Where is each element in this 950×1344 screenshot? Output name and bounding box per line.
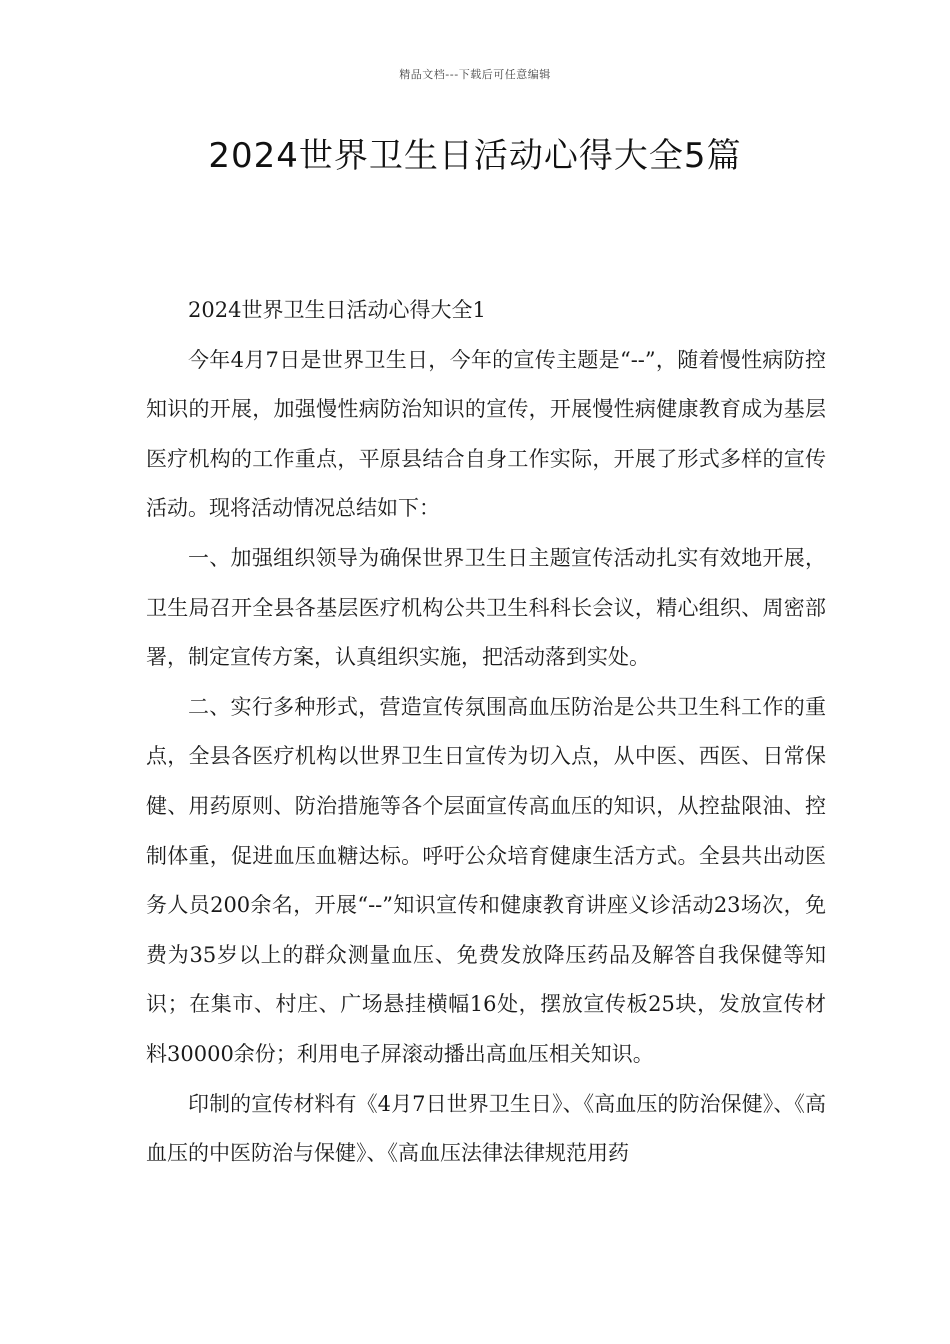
document-body xyxy=(146,286,826,1179)
section-heading: 2024世界卫生日活动心得大全1 xyxy=(188,298,486,322)
paragraph-activities: 二、实行多种形式，营造宣传氛围高血压防治是公共卫生科工作的重点，全县各医疗机构以世界卫生日宣传为切入点，从中医、西医、日常保健、用药原则、防治措施等各个层面宣传高血压的知识，从控盐限油、控制体重，促进血压血糖达标。呼吁公众培育健康生活方式。全县共出动医务人员200余名，开展“--”知识宣传和健康教育讲座义诊活动23场次，免费为35岁以上的群众测量血压、免费发放降压药品及解答自我保健等知识；在集市、村庄、广场悬挂横幅16处，摆放宣传板25块，发放宣传材料30000余份；利用电子屏滚动播出高血压相关知识。 xyxy=(146,694,826,1066)
paragraph-intro: 今年4月7日是世界卫生日，今年的宣传主题是“--”，随着慢性病防控知识的开展，加强慢性病防治知识的宣传，开展慢性病健康教育成为基层医疗机构的工作重点，平原县结合自身工作实际，开展了形式多样的宣传活动。现将活动情况总结如下： xyxy=(146,347,826,521)
paragraph-materials: 印制的宣传材料有《4月7日世界卫生日》、《高血压的防治保健》、《高血压的中医防治与保健》、《高血压法律法律规范用药 xyxy=(146,1091,826,1166)
document-title: 2024世界卫生日活动心得大全5篇 xyxy=(208,136,742,176)
header-note: 精品文档---下载后可任意编辑 xyxy=(399,68,551,81)
paragraph-organization: 一、加强组织领导为确保世界卫生日主题宣传活动扎实有效地开展，卫生局召开全县各基层医疗机构公共卫生科科长会议，精心组织、周密部署，制定宣传方案，认真组织实施，把活动落到实处。 xyxy=(146,545,826,670)
